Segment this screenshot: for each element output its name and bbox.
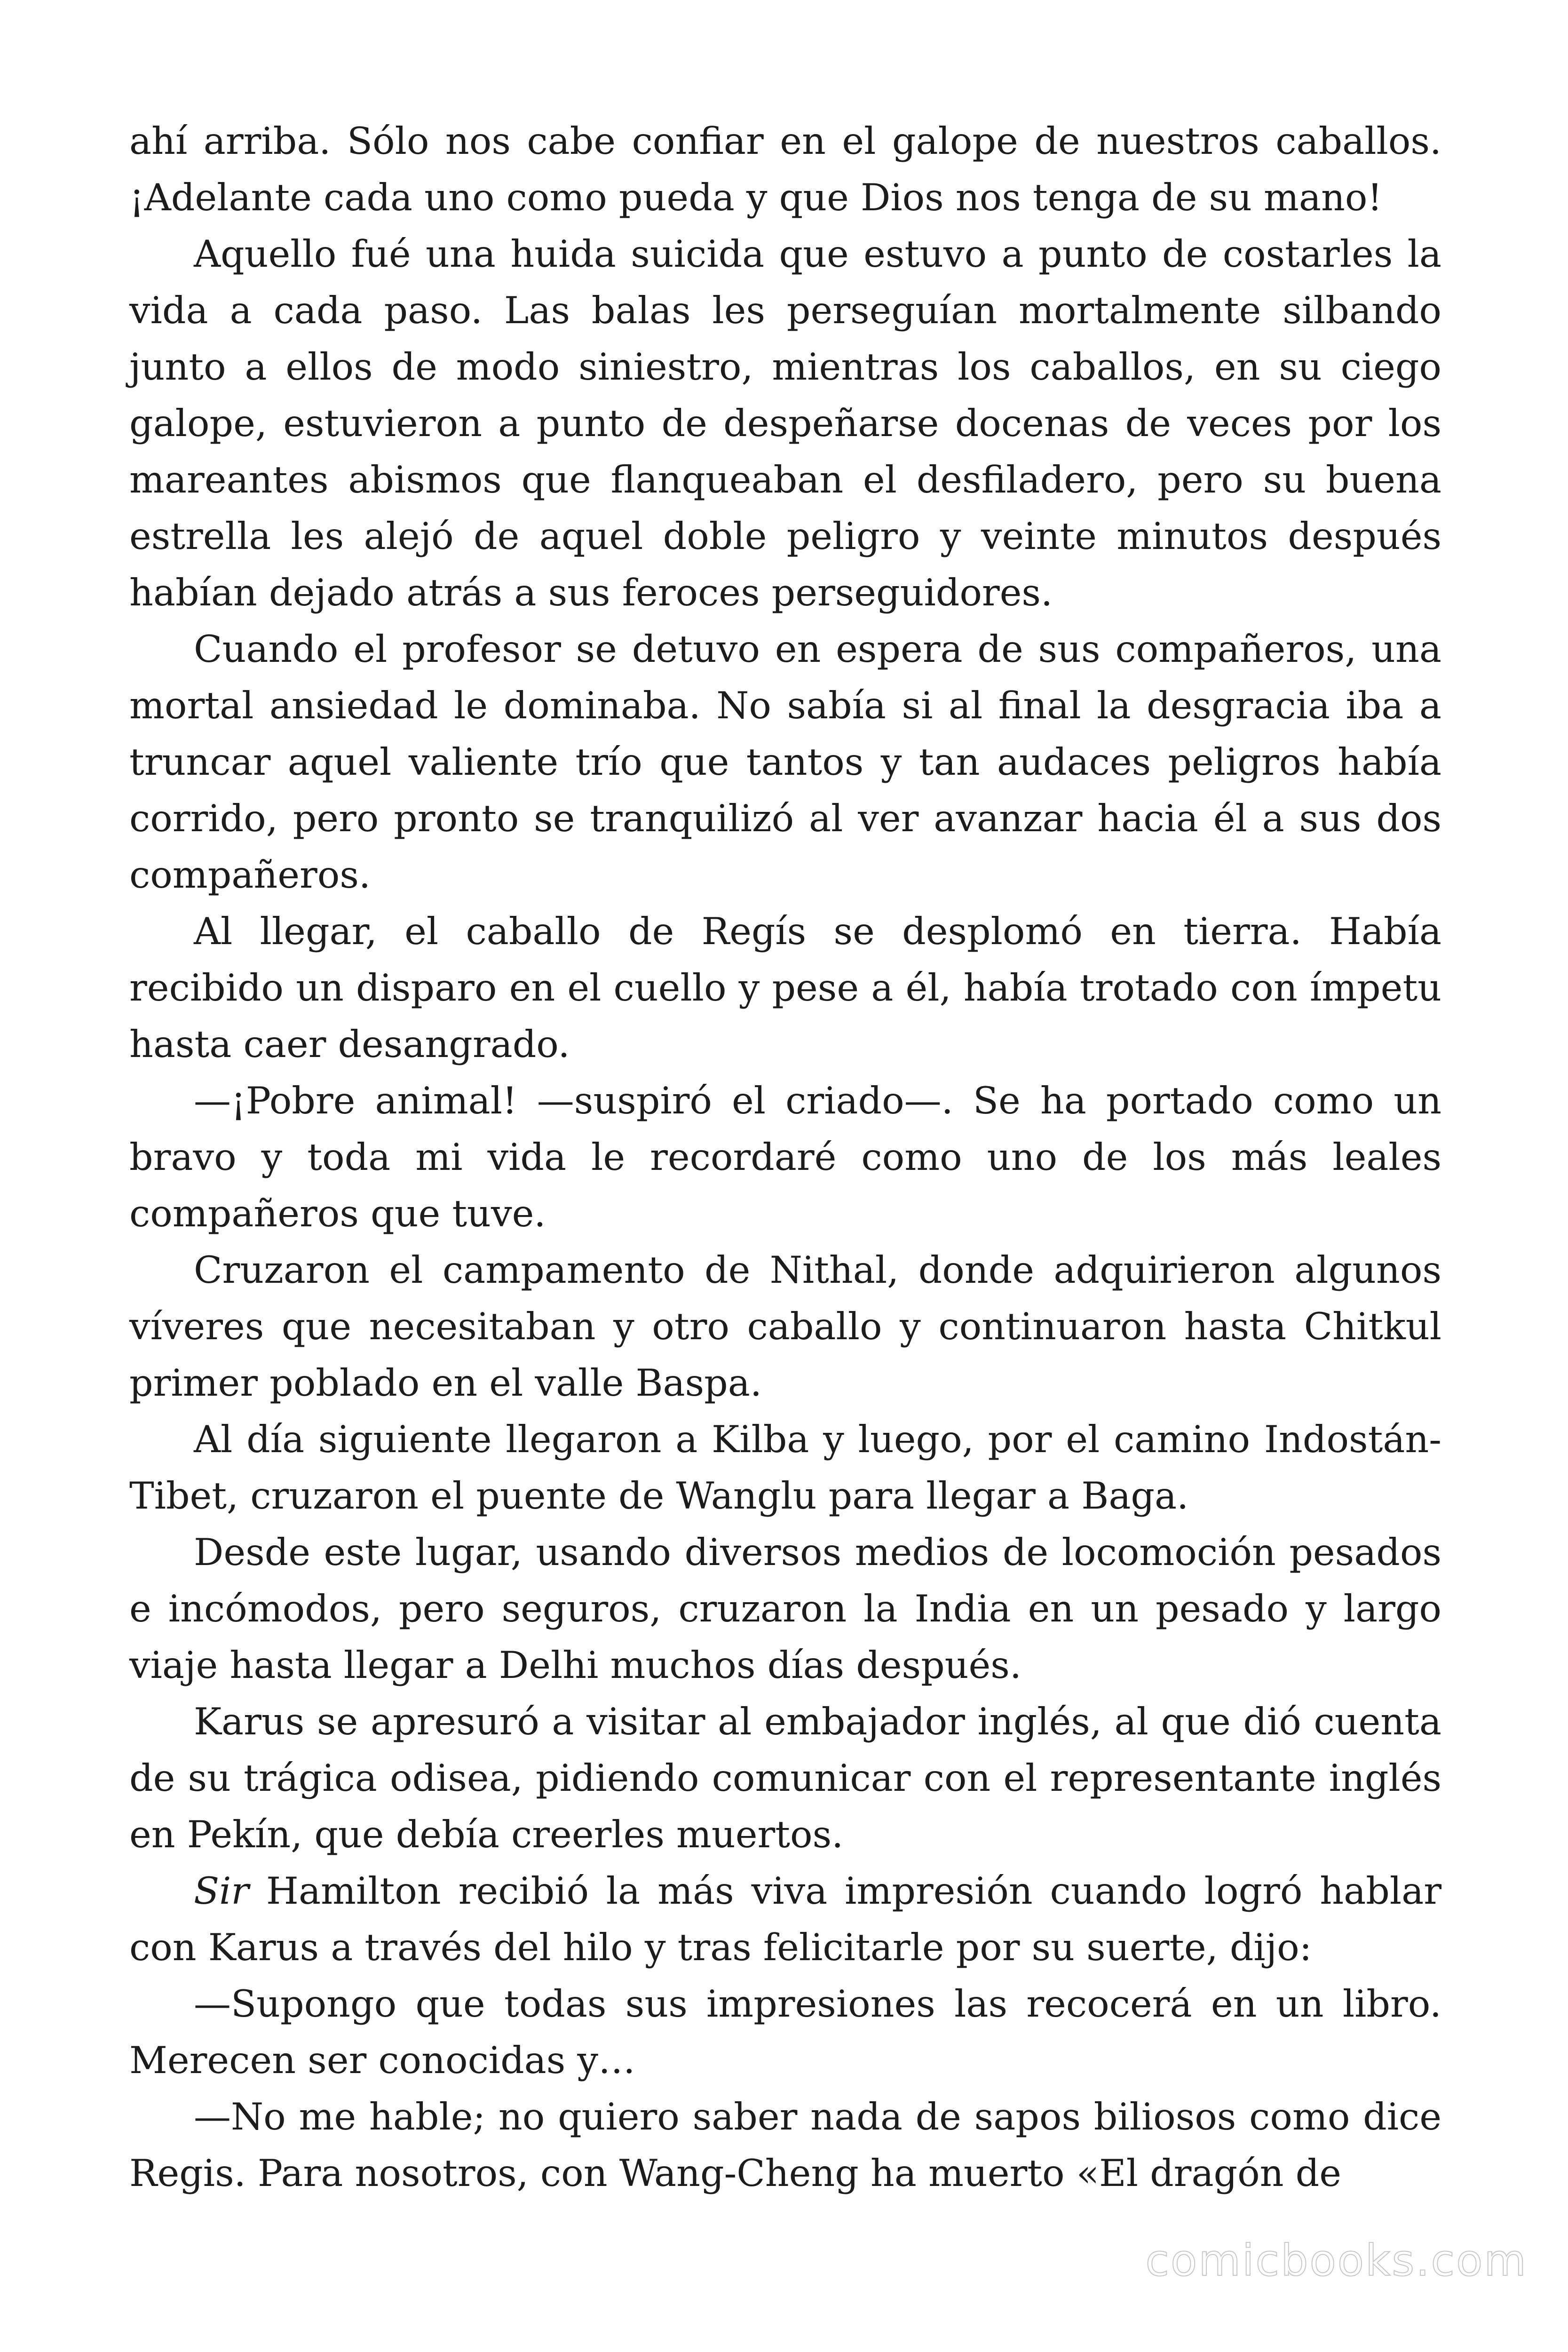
watermark: comicbooks.com: [1145, 2235, 1528, 2286]
paragraph-9: Karus se apresuró a visitar al embajador inglés, al que dió cuenta de su trágica odisea, pidiendo comunicar con el representante inglés en Pekín, que debía creerles muertos.: [129, 1700, 1441, 1856]
paragraph-2: Aquello fué una huida suicida que estuvo a punto de costarles la vida a cada paso. Las balas les perseguían mortalmente silbando junto a ellos de modo siniestro, mientras los caballos, en su ciego galope, estuvieron a punto de despeñarse docenas de veces por los mareantes abismos que flanqueaban el desfiladero, pero su buena estrella les alejó de aquel doble peligro y veinte minutos después habían dejado atrás a sus feroces perseguidores.: [129, 232, 1441, 614]
body-text: [129, 113, 1441, 2201]
paragraph-12: —No me hable; no quiero saber nada de sapos biliosos como dice Regis. Para nosotros, con Wang-Cheng ha muerto «El dragón de: [129, 2095, 1441, 2195]
paragraph-1: ahí arriba. Sólo nos cabe confiar en el galope de nuestros caballos. ¡Adelante cada uno como pueda y que Dios nos tenga de su mano!: [129, 119, 1441, 219]
paragraph-6: Cruzaron el campamento de Nithal, donde adquirieron algunos víveres que necesitaban y otro caballo y continuaron hasta Chitkul primer poblado en el valle Baspa.: [129, 1248, 1441, 1405]
paragraph-4: Al llegar, el caballo de Regís se desplomó en tierra. Había recibido un disparo en el cuello y pese a él, había trotado con ímpetu hasta caer desangrado.: [129, 910, 1441, 1066]
paragraph-10: [129, 1863, 1441, 1976]
paragraph-7: Al día siguiente llegaron a Kilba y luego, por el camino Indostán-Tibet, cruzaron el puente de Wanglu para llegar a Baga.: [129, 1418, 1441, 1518]
paragraph-5: —¡Pobre animal! —suspiró el criado—. Se ha portado como un bravo y toda mi vida le recordaré como uno de los más leales compañeros que tuve.: [129, 1079, 1441, 1235]
paragraph-11: —Supongo que todas sus impresiones las recocerá en un libro. Merecen ser conocidas y…: [129, 1982, 1441, 2082]
paragraph-3: Cuando el profesor se detuvo en espera de sus compañeros, una mortal ansiedad le dominaba. No sabía si al final la desgracia iba a truncar aquel valiente trío que tantos y tan audaces peligros había corrido, pero pronto se tranquilizó al ver avanzar hacia él a sus dos compañeros.: [129, 628, 1441, 897]
italic-sir: Sir: [194, 1869, 249, 1913]
paragraph-10-text: Hamilton recibió la más viva impresión cuando logró hablar con Karus a través del hilo y tras felicitarle por su suerte, dijo:: [129, 1869, 1441, 1969]
paragraph-8: Desde este lugar, usando diversos medios de locomoción pesados e incómodos, pero seguros, cruzaron la India en un pesado y largo viaje hasta llegar a Delhi muchos días después.: [129, 1531, 1441, 1687]
